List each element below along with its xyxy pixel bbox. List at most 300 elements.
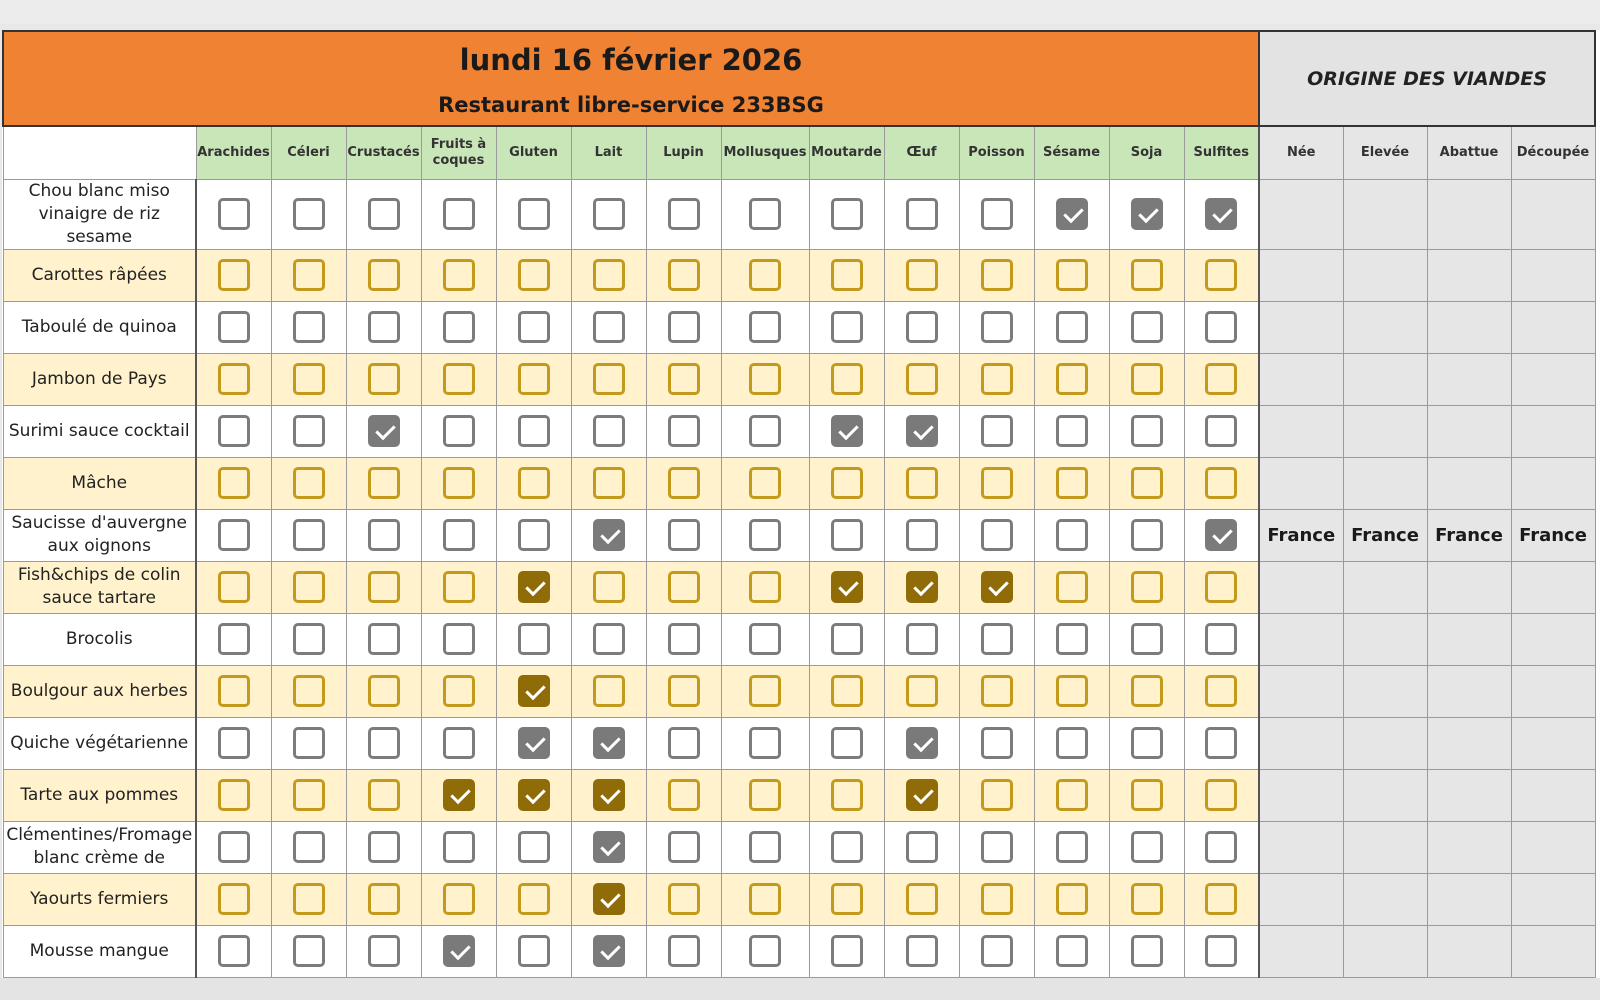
empty-checkbox[interactable]	[1131, 779, 1163, 811]
empty-checkbox[interactable]	[368, 675, 400, 707]
empty-checkbox[interactable]	[906, 519, 938, 551]
empty-checkbox[interactable]	[518, 467, 550, 499]
empty-checkbox[interactable]	[749, 415, 781, 447]
checked-checkbox[interactable]	[1131, 198, 1163, 230]
empty-checkbox[interactable]	[368, 363, 400, 395]
empty-checkbox[interactable]	[443, 519, 475, 551]
allergen-cell	[421, 561, 496, 613]
checked-checkbox[interactable]	[906, 779, 938, 811]
checked-checkbox[interactable]	[593, 831, 625, 863]
allergen-cell	[571, 249, 646, 301]
empty-checkbox[interactable]	[1205, 571, 1237, 603]
empty-checkbox[interactable]	[518, 935, 550, 967]
empty-checkbox[interactable]	[981, 467, 1013, 499]
empty-checkbox[interactable]	[218, 571, 250, 603]
allergen-cell	[271, 717, 346, 769]
checked-checkbox[interactable]	[443, 935, 475, 967]
empty-checkbox[interactable]	[443, 311, 475, 343]
empty-checkbox[interactable]	[831, 259, 863, 291]
allergen-cell	[271, 873, 346, 925]
empty-checkbox[interactable]	[1131, 519, 1163, 551]
empty-checkbox[interactable]	[443, 259, 475, 291]
allergen-cell	[571, 509, 646, 561]
origin-cell	[1259, 821, 1343, 873]
checked-checkbox[interactable]	[593, 519, 625, 551]
origin-cell	[1259, 717, 1343, 769]
empty-checkbox[interactable]	[906, 883, 938, 915]
empty-checkbox[interactable]	[368, 779, 400, 811]
empty-checkbox[interactable]	[443, 675, 475, 707]
empty-checkbox[interactable]	[1131, 259, 1163, 291]
empty-checkbox[interactable]	[218, 311, 250, 343]
empty-checkbox[interactable]	[1056, 415, 1088, 447]
empty-checkbox[interactable]	[749, 883, 781, 915]
empty-checkbox[interactable]	[518, 311, 550, 343]
empty-checkbox[interactable]	[906, 467, 938, 499]
dish-name: Carottes râpées	[3, 249, 196, 301]
empty-checkbox[interactable]	[831, 623, 863, 655]
allergen-cell	[1109, 405, 1184, 457]
empty-checkbox[interactable]	[981, 363, 1013, 395]
empty-checkbox[interactable]	[749, 675, 781, 707]
empty-checkbox[interactable]	[593, 623, 625, 655]
empty-checkbox[interactable]	[593, 363, 625, 395]
allergen-header: Sésame	[1034, 126, 1109, 179]
origin-cell	[1511, 353, 1595, 405]
empty-checkbox[interactable]	[1131, 311, 1163, 343]
allergen-cell	[571, 613, 646, 665]
empty-checkbox[interactable]	[1056, 623, 1088, 655]
allergen-cell	[1034, 405, 1109, 457]
empty-checkbox[interactable]	[368, 831, 400, 863]
empty-checkbox[interactable]	[831, 467, 863, 499]
allergen-cell	[196, 179, 271, 249]
origin-cell	[1427, 717, 1511, 769]
empty-checkbox[interactable]	[906, 363, 938, 395]
empty-checkbox[interactable]	[1131, 363, 1163, 395]
empty-checkbox[interactable]	[293, 363, 325, 395]
empty-checkbox[interactable]	[1205, 363, 1237, 395]
allergen-cell	[571, 821, 646, 873]
empty-checkbox[interactable]	[749, 779, 781, 811]
empty-checkbox[interactable]	[443, 363, 475, 395]
allergen-cell	[346, 561, 421, 613]
empty-checkbox[interactable]	[749, 727, 781, 759]
empty-checkbox[interactable]	[218, 259, 250, 291]
empty-checkbox[interactable]	[218, 935, 250, 967]
origin-cell	[1427, 561, 1511, 613]
empty-checkbox[interactable]	[749, 467, 781, 499]
empty-checkbox[interactable]	[981, 831, 1013, 863]
empty-checkbox[interactable]	[218, 883, 250, 915]
empty-checkbox[interactable]	[443, 467, 475, 499]
checked-checkbox[interactable]	[1056, 198, 1088, 230]
empty-checkbox[interactable]	[906, 935, 938, 967]
empty-checkbox[interactable]	[1205, 259, 1237, 291]
empty-checkbox[interactable]	[981, 311, 1013, 343]
top-strip	[0, 0, 1600, 24]
empty-checkbox[interactable]	[981, 519, 1013, 551]
allergen-cell	[571, 179, 646, 249]
empty-checkbox[interactable]	[443, 727, 475, 759]
empty-checkbox[interactable]	[749, 519, 781, 551]
allergen-cell	[884, 665, 959, 717]
allergen-cell	[346, 717, 421, 769]
allergen-cell	[271, 561, 346, 613]
dish-name: Fish&chips de colin sauce tartare	[3, 561, 196, 613]
allergen-cell	[271, 405, 346, 457]
empty-checkbox[interactable]	[518, 259, 550, 291]
empty-checkbox[interactable]	[831, 831, 863, 863]
empty-checkbox[interactable]	[1056, 363, 1088, 395]
empty-checkbox[interactable]	[368, 311, 400, 343]
empty-checkbox[interactable]	[368, 467, 400, 499]
table-row	[3, 353, 1595, 405]
allergen-cell	[1034, 301, 1109, 353]
empty-checkbox[interactable]	[906, 675, 938, 707]
empty-checkbox[interactable]	[218, 623, 250, 655]
empty-checkbox[interactable]	[749, 831, 781, 863]
empty-checkbox[interactable]	[668, 623, 700, 655]
empty-checkbox[interactable]	[443, 883, 475, 915]
empty-checkbox[interactable]	[1205, 311, 1237, 343]
empty-checkbox[interactable]	[593, 198, 625, 230]
checked-checkbox[interactable]	[906, 415, 938, 447]
empty-checkbox[interactable]	[1205, 467, 1237, 499]
allergen-cell	[884, 925, 959, 977]
allergen-cell	[496, 925, 571, 977]
empty-checkbox[interactable]	[749, 311, 781, 343]
empty-checkbox[interactable]	[518, 415, 550, 447]
empty-checkbox[interactable]	[368, 727, 400, 759]
allergen-cell	[809, 717, 884, 769]
empty-checkbox[interactable]	[1056, 675, 1088, 707]
empty-checkbox[interactable]	[668, 467, 700, 499]
allergen-cell	[496, 769, 571, 821]
empty-checkbox[interactable]	[593, 415, 625, 447]
allergen-cell	[721, 353, 809, 405]
empty-checkbox[interactable]	[749, 935, 781, 967]
empty-checkbox[interactable]	[293, 779, 325, 811]
allergen-cell	[571, 561, 646, 613]
empty-checkbox[interactable]	[668, 727, 700, 759]
allergen-cell	[1184, 925, 1259, 977]
allergen-cell	[646, 353, 721, 405]
origin-cell	[1511, 821, 1595, 873]
checked-checkbox[interactable]	[593, 935, 625, 967]
empty-checkbox[interactable]	[1131, 883, 1163, 915]
origin-cell	[1511, 561, 1595, 613]
allergen-cell	[884, 353, 959, 405]
origin-cell	[1259, 179, 1343, 249]
empty-checkbox[interactable]	[518, 198, 550, 230]
checked-checkbox[interactable]	[593, 779, 625, 811]
origin-cell	[1259, 301, 1343, 353]
empty-checkbox[interactable]	[749, 363, 781, 395]
empty-checkbox[interactable]	[293, 311, 325, 343]
empty-checkbox[interactable]	[293, 571, 325, 603]
allergen-cell	[884, 561, 959, 613]
empty-checkbox[interactable]	[1205, 883, 1237, 915]
empty-checkbox[interactable]	[668, 571, 700, 603]
empty-checkbox[interactable]	[518, 363, 550, 395]
empty-checkbox[interactable]	[593, 311, 625, 343]
empty-checkbox[interactable]	[593, 571, 625, 603]
empty-checkbox[interactable]	[368, 623, 400, 655]
checked-checkbox[interactable]	[593, 883, 625, 915]
allergen-cell	[1109, 179, 1184, 249]
empty-checkbox[interactable]	[981, 883, 1013, 915]
empty-checkbox[interactable]	[668, 883, 700, 915]
empty-checkbox[interactable]	[981, 935, 1013, 967]
empty-checkbox[interactable]	[906, 259, 938, 291]
empty-checkbox[interactable]	[831, 883, 863, 915]
empty-checkbox[interactable]	[218, 198, 250, 230]
empty-checkbox[interactable]	[1131, 831, 1163, 863]
empty-checkbox[interactable]	[218, 363, 250, 395]
empty-checkbox[interactable]	[293, 883, 325, 915]
empty-checkbox[interactable]	[981, 198, 1013, 230]
checked-checkbox[interactable]	[831, 571, 863, 603]
empty-checkbox[interactable]	[443, 623, 475, 655]
checked-checkbox[interactable]	[518, 779, 550, 811]
page-title: lundi 16 février 2026	[459, 42, 803, 77]
empty-checkbox[interactable]	[443, 571, 475, 603]
empty-checkbox[interactable]	[749, 623, 781, 655]
dish-name: Boulgour aux herbes	[3, 665, 196, 717]
empty-checkbox[interactable]	[668, 519, 700, 551]
empty-checkbox[interactable]	[831, 935, 863, 967]
empty-checkbox[interactable]	[831, 675, 863, 707]
empty-checkbox[interactable]	[831, 198, 863, 230]
empty-checkbox[interactable]	[218, 467, 250, 499]
empty-checkbox[interactable]	[668, 415, 700, 447]
empty-checkbox[interactable]	[443, 198, 475, 230]
empty-checkbox[interactable]	[293, 519, 325, 551]
empty-checkbox[interactable]	[749, 259, 781, 291]
checked-checkbox[interactable]	[1205, 519, 1237, 551]
empty-checkbox[interactable]	[218, 519, 250, 551]
checked-checkbox[interactable]	[831, 415, 863, 447]
empty-checkbox[interactable]	[1205, 831, 1237, 863]
empty-checkbox[interactable]	[668, 675, 700, 707]
table-row	[3, 179, 1595, 249]
empty-checkbox[interactable]	[1131, 467, 1163, 499]
empty-checkbox[interactable]	[831, 519, 863, 551]
empty-checkbox[interactable]	[293, 935, 325, 967]
empty-checkbox[interactable]	[668, 311, 700, 343]
allergen-cell	[809, 179, 884, 249]
allergen-cell	[1184, 457, 1259, 509]
empty-checkbox[interactable]	[668, 259, 700, 291]
table-row	[3, 821, 1595, 873]
origin-cell	[1343, 717, 1427, 769]
allergen-cell	[1184, 665, 1259, 717]
empty-checkbox[interactable]	[293, 415, 325, 447]
allergen-cell	[809, 613, 884, 665]
empty-checkbox[interactable]	[218, 779, 250, 811]
empty-checkbox[interactable]	[668, 198, 700, 230]
empty-checkbox[interactable]	[1131, 675, 1163, 707]
empty-checkbox[interactable]	[1205, 935, 1237, 967]
empty-checkbox[interactable]	[293, 198, 325, 230]
allergen-cell	[1034, 457, 1109, 509]
empty-checkbox[interactable]	[981, 259, 1013, 291]
allergen-cell	[196, 457, 271, 509]
checked-checkbox[interactable]	[518, 727, 550, 759]
origin-cell	[1343, 769, 1427, 821]
empty-checkbox[interactable]	[1056, 571, 1088, 603]
table-row	[3, 925, 1595, 977]
empty-checkbox[interactable]	[1205, 779, 1237, 811]
empty-checkbox[interactable]	[368, 519, 400, 551]
origin-cell: France	[1343, 509, 1427, 561]
allergen-cell	[271, 179, 346, 249]
empty-checkbox[interactable]	[218, 727, 250, 759]
empty-checkbox[interactable]	[981, 727, 1013, 759]
allergen-cell	[959, 925, 1034, 977]
empty-checkbox[interactable]	[293, 675, 325, 707]
empty-checkbox[interactable]	[831, 363, 863, 395]
empty-checkbox[interactable]	[218, 675, 250, 707]
empty-checkbox[interactable]	[1205, 415, 1237, 447]
allergen-cell	[571, 925, 646, 977]
empty-checkbox[interactable]	[368, 935, 400, 967]
empty-checkbox[interactable]	[981, 623, 1013, 655]
allergen-cell	[1184, 613, 1259, 665]
empty-checkbox[interactable]	[1131, 415, 1163, 447]
empty-checkbox[interactable]	[831, 727, 863, 759]
empty-checkbox[interactable]	[443, 415, 475, 447]
empty-checkbox[interactable]	[1056, 519, 1088, 551]
checked-checkbox[interactable]	[906, 727, 938, 759]
empty-checkbox[interactable]	[368, 571, 400, 603]
empty-checkbox[interactable]	[1056, 935, 1088, 967]
empty-checkbox[interactable]	[668, 935, 700, 967]
allergen-cell	[421, 665, 496, 717]
checked-checkbox[interactable]	[593, 727, 625, 759]
empty-checkbox[interactable]	[1056, 259, 1088, 291]
empty-checkbox[interactable]	[749, 198, 781, 230]
origin-cell	[1259, 925, 1343, 977]
empty-checkbox[interactable]	[293, 727, 325, 759]
empty-checkbox[interactable]	[906, 198, 938, 230]
empty-checkbox[interactable]	[668, 363, 700, 395]
table-row	[3, 717, 1595, 769]
empty-checkbox[interactable]	[749, 571, 781, 603]
checked-checkbox[interactable]	[981, 571, 1013, 603]
empty-checkbox[interactable]	[518, 883, 550, 915]
empty-checkbox[interactable]	[831, 311, 863, 343]
allergen-cell	[196, 717, 271, 769]
empty-checkbox[interactable]	[368, 883, 400, 915]
empty-checkbox[interactable]	[1131, 623, 1163, 655]
empty-checkbox[interactable]	[1205, 675, 1237, 707]
empty-checkbox[interactable]	[368, 259, 400, 291]
empty-checkbox[interactable]	[906, 623, 938, 655]
allergen-cell	[196, 301, 271, 353]
allergen-cell	[196, 405, 271, 457]
empty-checkbox[interactable]	[668, 779, 700, 811]
empty-checkbox[interactable]	[593, 675, 625, 707]
checked-checkbox[interactable]	[1205, 198, 1237, 230]
empty-checkbox[interactable]	[981, 415, 1013, 447]
empty-checkbox[interactable]	[981, 779, 1013, 811]
empty-checkbox[interactable]	[293, 259, 325, 291]
allergen-cell	[884, 769, 959, 821]
empty-checkbox[interactable]	[906, 311, 938, 343]
empty-checkbox[interactable]	[1056, 883, 1088, 915]
allergen-header: Poisson	[959, 126, 1034, 179]
empty-checkbox[interactable]	[293, 831, 325, 863]
allergen-cell	[346, 509, 421, 561]
empty-checkbox[interactable]	[593, 259, 625, 291]
checked-checkbox[interactable]	[518, 571, 550, 603]
allergen-cell	[196, 925, 271, 977]
empty-checkbox[interactable]	[593, 467, 625, 499]
checked-checkbox[interactable]	[518, 675, 550, 707]
empty-checkbox[interactable]	[981, 675, 1013, 707]
allergen-cell	[959, 457, 1034, 509]
checked-checkbox[interactable]	[906, 571, 938, 603]
empty-checkbox[interactable]	[1056, 779, 1088, 811]
allergen-cell	[884, 405, 959, 457]
empty-checkbox[interactable]	[293, 623, 325, 655]
dish-name: Chou blanc miso vinaigre de riz sesame	[3, 179, 196, 249]
empty-checkbox[interactable]	[1056, 467, 1088, 499]
origin-cell: France	[1259, 509, 1343, 561]
allergen-cell	[884, 717, 959, 769]
allergen-cell	[1184, 509, 1259, 561]
empty-checkbox[interactable]	[831, 779, 863, 811]
empty-checkbox[interactable]	[518, 831, 550, 863]
empty-checkbox[interactable]	[1131, 727, 1163, 759]
empty-checkbox[interactable]	[668, 831, 700, 863]
empty-checkbox[interactable]	[1205, 623, 1237, 655]
allergen-cell	[721, 717, 809, 769]
empty-checkbox[interactable]	[1131, 571, 1163, 603]
empty-checkbox[interactable]	[518, 519, 550, 551]
checked-checkbox[interactable]	[368, 415, 400, 447]
empty-checkbox[interactable]	[518, 623, 550, 655]
empty-checkbox[interactable]	[1056, 831, 1088, 863]
empty-checkbox[interactable]	[218, 831, 250, 863]
allergen-cell	[646, 249, 721, 301]
empty-checkbox[interactable]	[368, 198, 400, 230]
allergen-cell	[1034, 249, 1109, 301]
allergen-cell	[809, 821, 884, 873]
allergen-cell	[421, 509, 496, 561]
allergen-cell	[959, 821, 1034, 873]
origin-header: Abattue	[1427, 126, 1511, 179]
empty-checkbox[interactable]	[1205, 727, 1237, 759]
origin-cell	[1343, 613, 1427, 665]
empty-checkbox[interactable]	[1056, 311, 1088, 343]
origin-cell	[1343, 179, 1427, 249]
empty-checkbox[interactable]	[293, 467, 325, 499]
empty-checkbox[interactable]	[1131, 935, 1163, 967]
allergen-cell	[884, 509, 959, 561]
allergen-cell	[271, 821, 346, 873]
empty-checkbox[interactable]	[906, 831, 938, 863]
empty-checkbox[interactable]	[1056, 727, 1088, 759]
origin-cell	[1343, 405, 1427, 457]
allergen-cell	[1109, 925, 1184, 977]
empty-checkbox[interactable]	[443, 831, 475, 863]
checked-checkbox[interactable]	[443, 779, 475, 811]
allergen-cell	[959, 613, 1034, 665]
empty-checkbox[interactable]	[218, 415, 250, 447]
